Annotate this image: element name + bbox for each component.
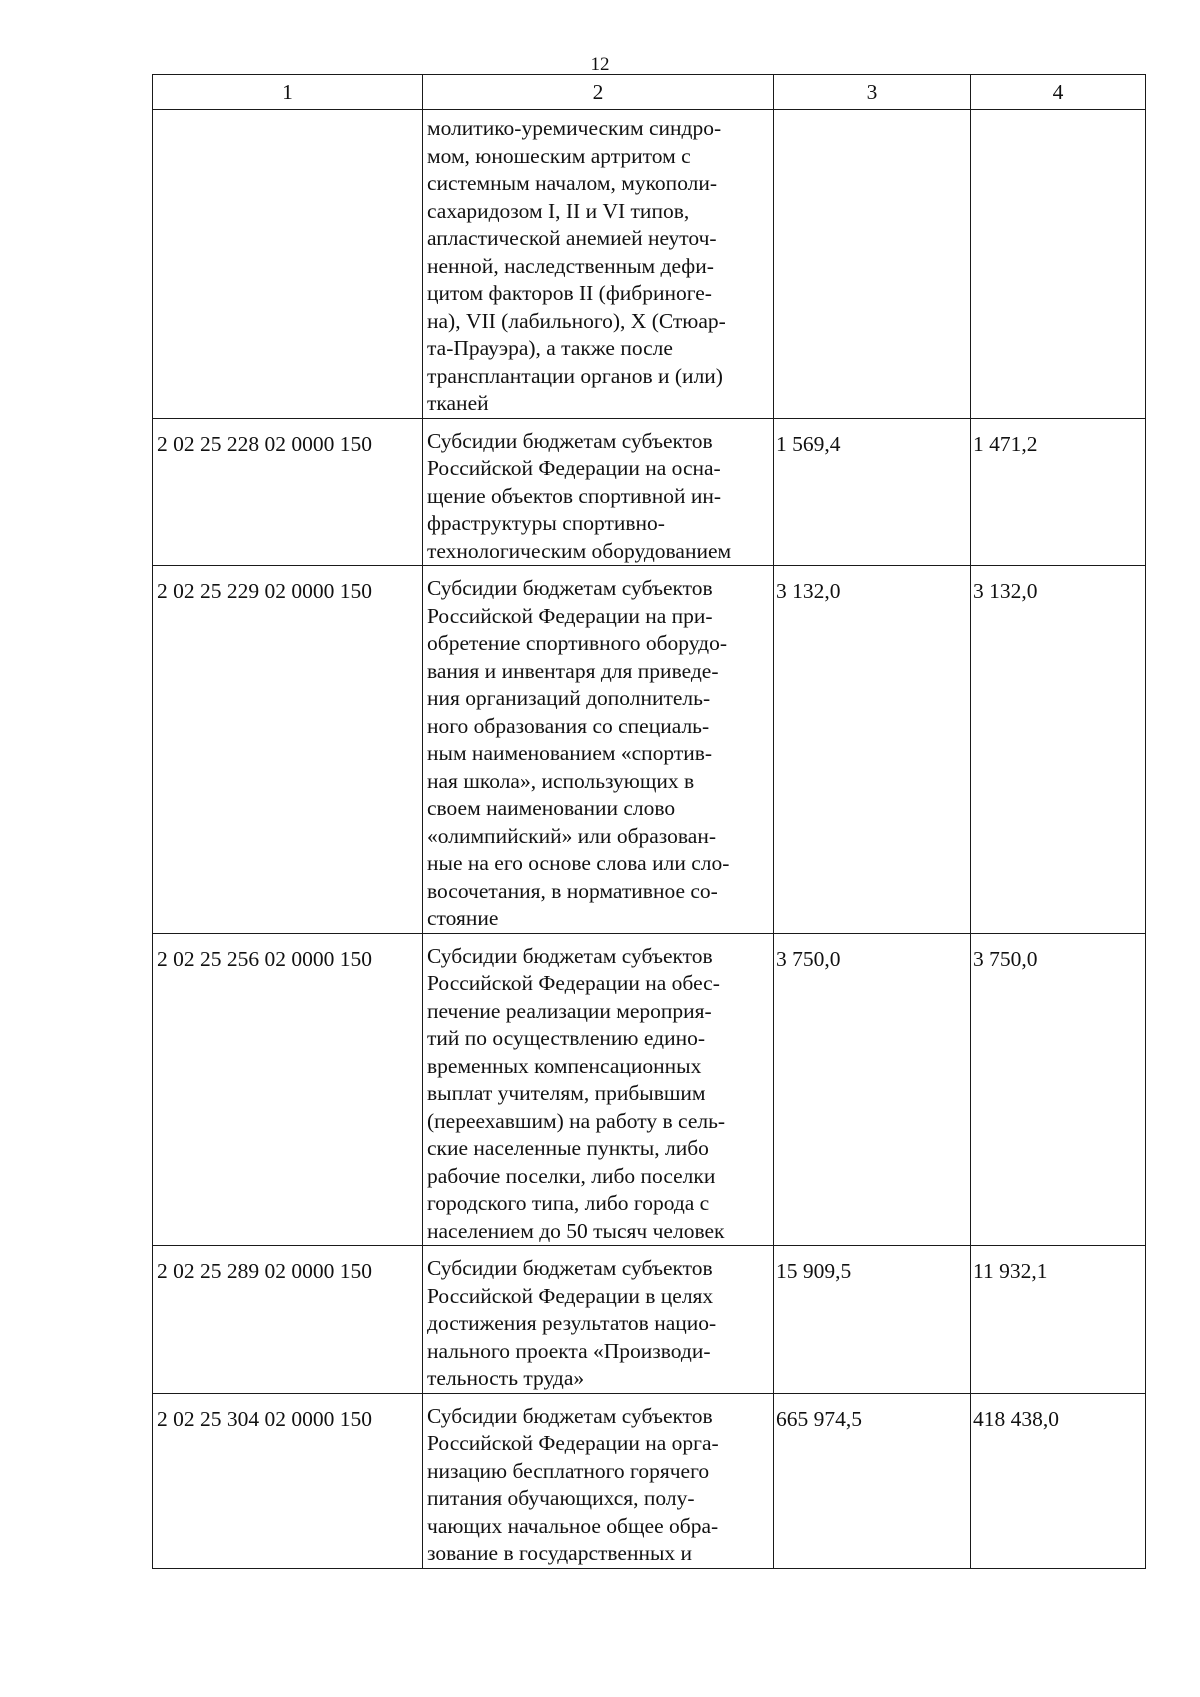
- description-line: системным началом, мукополи-: [427, 171, 718, 195]
- description-line: печение реализации мероприя-: [427, 998, 712, 1023]
- description-line: тканей: [427, 391, 489, 415]
- value-column-4-cell: 11 932,1: [971, 1246, 1146, 1394]
- description-line: ного образования со специаль-: [427, 713, 710, 738]
- description-line: обретение спортивного оборудо-: [427, 631, 727, 655]
- page-number: 12: [590, 54, 610, 75]
- description-line: рабочие поселки, либо поселки: [427, 1163, 716, 1188]
- budget-code-cell: 2 02 25 229 02 0000 150: [153, 566, 423, 934]
- description-line: Субсидии бюджетам субъектов: [427, 576, 713, 600]
- column-header-1: 1: [153, 75, 423, 110]
- description-cell: [423, 418, 774, 566]
- description-cell: [423, 1393, 774, 1568]
- value-column-4-cell: 3 750,0: [971, 933, 1146, 1246]
- description-line: апластической анемией неуточ-: [427, 226, 717, 250]
- description-line: «олимпийский» или образован-: [427, 823, 716, 848]
- value-column-4-cell: 418 438,0: [971, 1393, 1146, 1568]
- budget-code-cell: 2 02 25 228 02 0000 150: [153, 418, 423, 566]
- description-line: питания обучающихся, полу-: [427, 1486, 695, 1510]
- description-line: цитом факторов II (фибриноге-: [427, 281, 712, 305]
- description-line: ным наименованием «спортив-: [427, 741, 713, 765]
- description-cell: [423, 566, 774, 934]
- column-header-3: 3: [774, 75, 971, 110]
- description-line: на), VII (лабильного), X (Стюар-: [427, 308, 726, 333]
- table-row: [153, 933, 1146, 1246]
- description-line: низацию бесплатного горячего: [427, 1458, 710, 1483]
- description-line: временных компенсационных: [427, 1053, 702, 1078]
- description-line: вания и инвентаря для приведе-: [427, 658, 719, 683]
- description-line: населением до 50 тысяч человек: [427, 1218, 725, 1243]
- description-line: зование в государственных и: [427, 1541, 693, 1565]
- table-body: [153, 110, 1146, 1569]
- table-row: [153, 1393, 1146, 1568]
- description-cell: [423, 933, 774, 1246]
- description-line: Российской Федерации на орга-: [427, 1431, 719, 1455]
- description-line: стояние: [427, 906, 499, 930]
- table-row: [153, 418, 1146, 566]
- value-column-3-cell: 3 750,0: [774, 933, 971, 1246]
- description-line: молитико-уремическим синдро-: [427, 116, 722, 140]
- description-line: щение объектов спортивной ин-: [427, 483, 722, 508]
- description-line: (переехавшим) на работу в сель-: [427, 1108, 726, 1133]
- description-line: сахаридозом I, II и VI типов,: [427, 198, 690, 223]
- table-row: [153, 1246, 1146, 1394]
- budget-code-cell: 2 02 25 289 02 0000 150: [153, 1246, 423, 1394]
- value-column-3-cell: 15 909,5: [774, 1246, 971, 1394]
- value-column-3-cell: 3 132,0: [774, 566, 971, 934]
- value-column-4-cell: [971, 110, 1146, 419]
- description-line: восочетания, в нормативное со-: [427, 878, 718, 903]
- description-line: городского типа, либо города с: [427, 1191, 710, 1215]
- description-line: Российской Федерации в целях: [427, 1283, 714, 1308]
- description-line: та-Прауэра), а также после: [427, 336, 673, 360]
- table-row: [153, 566, 1146, 934]
- description-cell: [423, 1246, 774, 1394]
- value-column-3-cell: [774, 110, 971, 419]
- column-header-2: 2: [423, 75, 774, 110]
- description-line: фраструктуры спортивно-: [427, 511, 665, 535]
- description-line: ная школа», использующих в: [427, 768, 695, 793]
- description-line: Субсидии бюджетам субъектов: [427, 943, 713, 968]
- description-line: ские населенные пункты, либо: [427, 1136, 709, 1160]
- description-line: трансплантации органов и (или): [427, 363, 723, 388]
- budget-code-cell: 2 02 25 256 02 0000 150: [153, 933, 423, 1246]
- description-line: Российской Федерации на обес-: [427, 971, 720, 995]
- value-column-4-cell: 1 471,2: [971, 418, 1146, 566]
- description-cell: [423, 110, 774, 419]
- value-column-4-cell: 3 132,0: [971, 566, 1146, 934]
- description-line: тий по осуществлению едино-: [427, 1026, 705, 1050]
- value-column-3-cell: 665 974,5: [774, 1393, 971, 1568]
- table-row: [153, 110, 1146, 419]
- description-line: своем наименовании слово: [427, 796, 676, 820]
- description-line: выплат учителям, прибывшим: [427, 1081, 706, 1105]
- description-line: Субсидии бюджетам субъектов: [427, 1256, 713, 1280]
- budget-code-cell: [153, 110, 423, 419]
- description-line: Субсидии бюджетам субъектов: [427, 428, 713, 453]
- description-line: Субсидии бюджетам субъектов: [427, 1403, 713, 1428]
- description-line: Российской Федерации на при-: [427, 603, 713, 628]
- column-header-4: 4: [971, 75, 1146, 110]
- description-line: Российской Федерации на осна-: [427, 456, 721, 480]
- description-line: ные на его основе слова или сло-: [427, 851, 730, 875]
- description-line: технологическим оборудованием: [427, 538, 732, 563]
- description-line: тельность труда»: [427, 1366, 585, 1390]
- description-line: ненной, наследственным дефи-: [427, 253, 714, 278]
- description-line: мом, юношеским артритом с: [427, 143, 691, 168]
- budget-code-cell: 2 02 25 304 02 0000 150: [153, 1393, 423, 1568]
- description-line: нального проекта «Производи-: [427, 1338, 711, 1363]
- description-line: достижения результатов нацио-: [427, 1311, 717, 1335]
- description-line: ния организаций дополнитель-: [427, 686, 711, 710]
- description-line: чающих начальное общее обра-: [427, 1513, 719, 1538]
- value-column-3-cell: 1 569,4: [774, 418, 971, 566]
- table-header-row: [153, 75, 1146, 110]
- budget-table: [152, 74, 1146, 1569]
